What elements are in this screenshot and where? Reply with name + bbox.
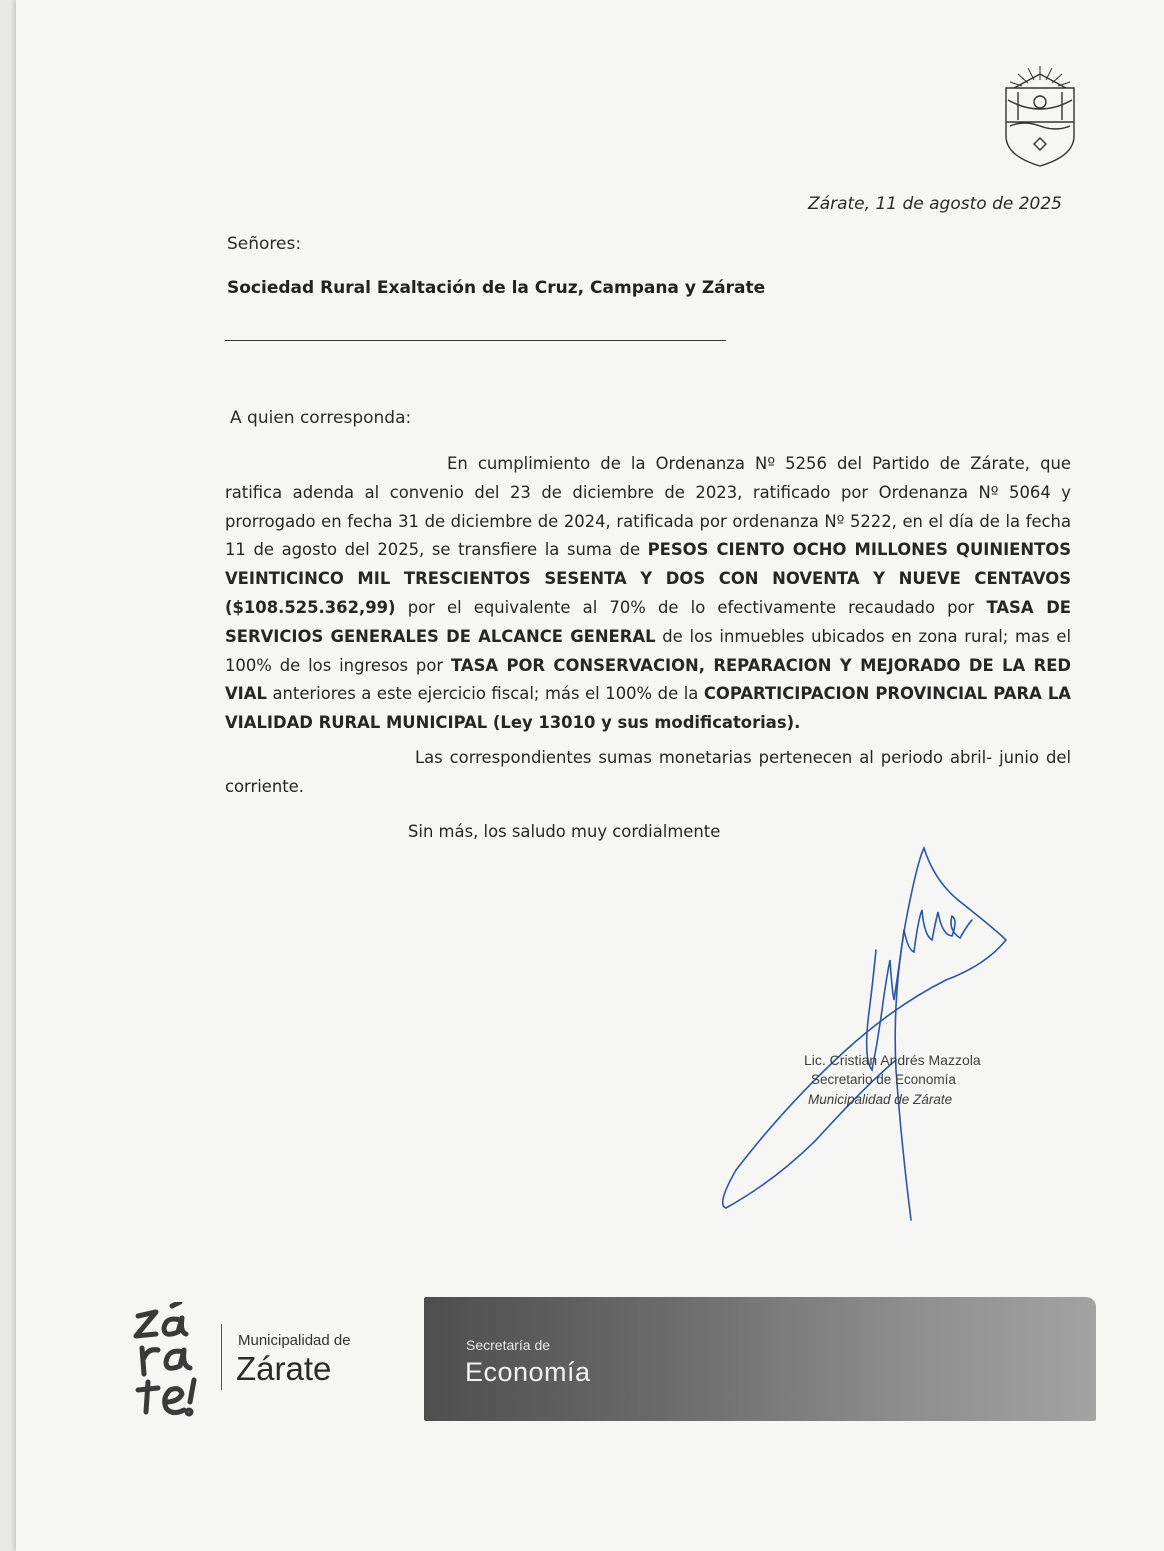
- salutation: A quien corresponda:: [230, 408, 412, 428]
- signatory-institution: Municipalidad de Zárate: [808, 1092, 953, 1107]
- closing-line: Sin más, los saludo muy cordialmente: [408, 822, 721, 841]
- amount-text: PESOS CIENTO OCHO MILLONES QUINIENTOS VEINTICINCO MIL TRESCIENTOS SESENTA Y DOS CON NOVENTA Y NUEVE CENTAVOS ($108.525.362,99): [225, 540, 1072, 617]
- addressee-greeting: Señores:: [227, 234, 302, 254]
- addressee-underline: [225, 340, 726, 341]
- body-text: En cumplimiento de la Ordenanza Nº 5256 del Partido de Zárate, que ratifica adenda al convenio del 23 de diciembre de 2023, ratificado por Ordenanza Nº 5064 y prorrogado en fecha 31 de diciembre de 2024, ratificada por ordenanza Nº 5222, en el día de la fecha 11 de agosto del 2025, se transfiere la suma de: [225, 454, 1071, 560]
- letter-page: [16, 0, 1164, 1551]
- zarate-logo: [128, 1302, 208, 1422]
- secretariat-name: Economía: [465, 1357, 591, 1387]
- secretariat-label: Secretaría de: [466, 1337, 551, 1353]
- municipality-label: Municipalidad de: [238, 1332, 351, 1349]
- letter-body: [225, 450, 1071, 802]
- body-text: de los inmuebles ubicados en zona rural; mas el 100% de los ingresos por: [225, 626, 1071, 675]
- body-text: anteriores a este ejercicio fiscal; más el 100% de la: [266, 684, 704, 704]
- signatory-name: Lic. Cristian Andrés Mazzola: [804, 1052, 981, 1068]
- body-text: por el equivalente al 70% de lo efectivamente recaudado por: [395, 597, 987, 617]
- municipality-name: Zárate: [236, 1350, 332, 1387]
- coparticipation-text: COPARTICIPACION PROVINCIAL PARA LA VIALIDAD RURAL MUNICIPAL (Ley 13010 y sus modificatorias).: [225, 684, 1071, 733]
- signature-stamp: [804, 1050, 1034, 1110]
- handwritten-signature: [696, 840, 1026, 1230]
- municipal-coat-of-arms-icon: [994, 58, 1086, 170]
- addressee-name: Sociedad Rural Exaltación de la Cruz, Campana y Zárate: [227, 278, 766, 298]
- body-paragraph-2: Las correspondientes sumas monetarias pertenecen al periodo abril- junio del corriente.: [225, 747, 1071, 796]
- letter-date: Zárate, 11 de agosto de 2025: [808, 194, 1062, 214]
- footer-divider: [221, 1324, 222, 1390]
- tax-name-text: TASA POR CONSERVACION, REPARACION Y MEJORADO DE LA RED VIAL: [225, 655, 1071, 704]
- body-paragraph-1: [225, 450, 1071, 738]
- tax-name-text: TASA DE SERVICIOS GENERALES DE ALCANCE GENERAL: [225, 597, 1072, 646]
- secretariat-banner: [424, 1297, 1096, 1421]
- signatory-title: Secretario de Economía: [811, 1072, 956, 1087]
